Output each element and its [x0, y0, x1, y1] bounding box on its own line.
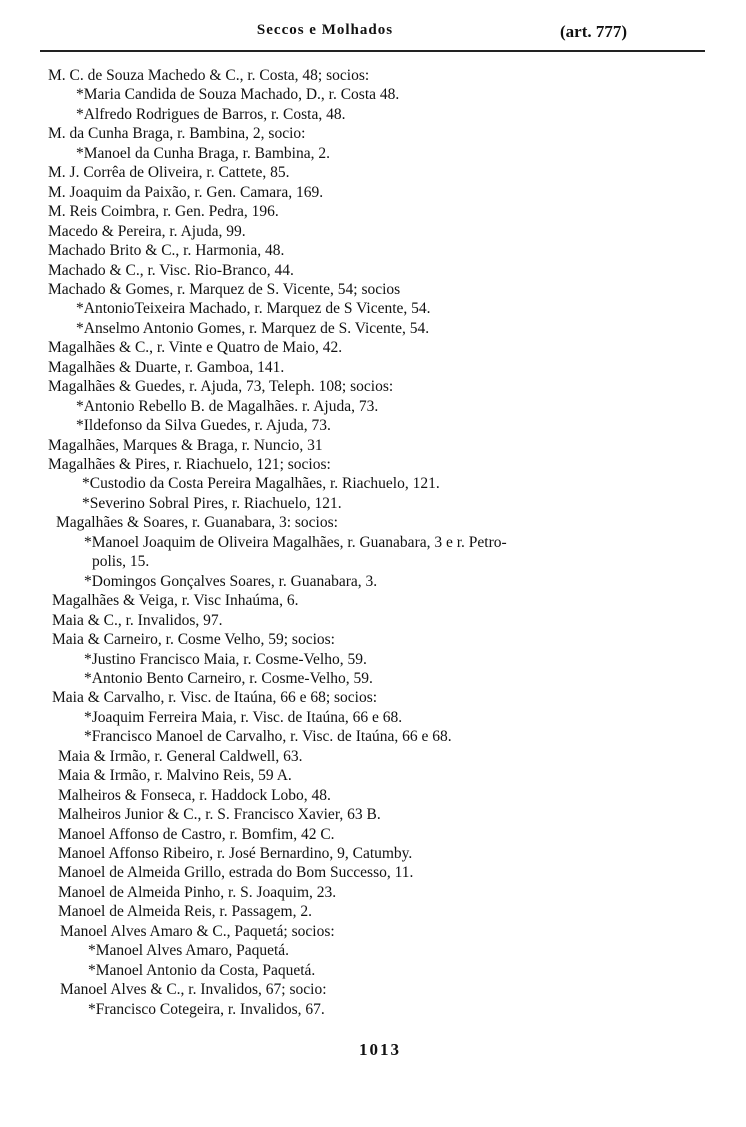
firm-entry: Magalhães & Veiga, r. Visc Inhaúma, 6.	[52, 592, 299, 609]
firm-entry: Maia & Irmão, r. General Caldwell, 63.	[58, 748, 303, 765]
firm-entry: Magalhães & C., r. Vinte e Quatro de Maio, 42.	[48, 339, 343, 356]
partner-entry: *AntonioTeixeira Machado, r. Marquez de S Vicente, 54.	[76, 300, 431, 317]
firm-entry: Manoel de Almeida Pinho, r. S. Joaquim, 23.	[58, 884, 337, 901]
firm-entry: Magalhães & Duarte, r. Gamboa, 141.	[48, 359, 285, 376]
firm-entry: Malheiros & Fonseca, r. Haddock Lobo, 48.	[58, 787, 331, 804]
firm-entry: Machado Brito & C., r. Harmonia, 48.	[48, 242, 285, 259]
partner-entry: *Anselmo Antonio Gomes, r. Marquez de S. Vicente, 54.	[76, 320, 430, 337]
partner-entry: *Alfredo Rodrigues de Barros, r. Costa, 48.	[76, 106, 346, 123]
firm-entry: M. J. Corrêa de Oliveira, r. Cattete, 85.	[48, 164, 290, 181]
partner-entry: *Domingos Gonçalves Soares, r. Guanabara, 3.	[84, 573, 378, 590]
partner-entry: *Francisco Cotegeira, r. Invalidos, 67.	[88, 1001, 325, 1018]
article-reference: (art. 777)	[560, 22, 628, 41]
firm-entry: Machado & C., r. Visc. Rio-Branco, 44.	[48, 262, 294, 279]
firm-entry: Magalhães, Marques & Braga, r. Nuncio, 31	[48, 437, 323, 454]
page-header	[0, 20, 746, 46]
partner-entry: *Severino Sobral Pires, r. Riachuelo, 121.	[82, 495, 342, 512]
firm-entry: Maia & Irmão, r. Malvino Reis, 59 A.	[58, 767, 292, 784]
firm-entry: Magalhães & Soares, r. Guanabara, 3: socios:	[56, 514, 338, 531]
firm-entry: Manoel Affonso de Castro, r. Bomfim, 42 C.	[58, 826, 335, 843]
partner-entry: *Manoel da Cunha Braga, r. Bambina, 2.	[76, 145, 330, 162]
partner-entry: *Manoel Antonio da Costa, Paquetá.	[88, 962, 316, 979]
firm-entry: Manoel Alves Amaro & C., Paquetá; socios:	[60, 923, 335, 940]
partner-entry: *Maria Candida de Souza Machado, D., r. Costa 48.	[76, 86, 400, 103]
firm-entry: Malheiros Junior & C., r. S. Francisco Xavier, 63 B.	[58, 806, 381, 823]
partner-entry: *Francisco Manoel de Carvalho, r. Visc. de Itaúna, 66 e 68.	[84, 728, 452, 745]
firm-entry: Manoel de Almeida Grillo, estrada do Bom Successo, 11.	[58, 864, 414, 881]
firm-entry: Manoel Affonso Ribeiro, r. José Bernardino, 9, Catumby.	[58, 845, 413, 862]
header-rule	[40, 50, 705, 52]
partner-entry: *Manoel Joaquim de Oliveira Magalhães, r. Guanabara, 3 e r. Petro-	[84, 534, 507, 551]
page-number: 1013	[359, 1040, 401, 1059]
firm-entry: Maia & C., r. Invalidos, 97.	[52, 612, 223, 629]
firm-entry: Maia & Carvalho, r. Visc. de Itaúna, 66 e 68; socios:	[52, 689, 378, 706]
firm-entry: M. da Cunha Braga, r. Bambina, 2, socio:	[48, 125, 306, 142]
partner-entry: *Manoel Alves Amaro, Paquetá.	[88, 942, 290, 959]
firm-entry: M. Joaquim da Paixão, r. Gen. Camara, 169.	[48, 184, 324, 201]
firm-entry: Manoel Alves & C., r. Invalidos, 67; socio:	[60, 981, 327, 998]
firm-entry: Macedo & Pereira, r. Ajuda, 99.	[48, 223, 246, 240]
firm-entry: Manoel de Almeida Reis, r. Passagem, 2.	[58, 903, 312, 920]
firm-entry: Magalhães & Guedes, r. Ajuda, 73, Teleph. 108; socios:	[48, 378, 394, 395]
firm-entry: Machado & Gomes, r. Marquez de S. Vicente, 54; socios	[48, 281, 401, 298]
partner-entry: *Joaquim Ferreira Maia, r. Visc. de Itaúna, 66 e 68.	[84, 709, 403, 726]
partner-entry: *Justino Francisco Maia, r. Cosme-Velho, 59.	[84, 651, 367, 668]
partner-entry: *Antonio Bento Carneiro, r. Cosme-Velho, 59.	[84, 670, 373, 687]
firm-entry: Maia & Carneiro, r. Cosme Velho, 59; socios:	[52, 631, 335, 648]
partner-entry: *Ildefonso da Silva Guedes, r. Ajuda, 73.	[76, 417, 331, 434]
firm-entry: Magalhães & Pires, r. Riachuelo, 121; socios:	[48, 456, 331, 473]
running-title: Seccos e Molhados	[256, 22, 394, 38]
firm-entry: M. Reis Coimbra, r. Gen. Pedra, 196.	[48, 203, 279, 220]
firm-entry: polis, 15.	[92, 553, 150, 570]
partner-entry: *Antonio Rebello B. de Magalhães. r. Ajuda, 73.	[76, 398, 379, 415]
firm-entry: M. C. de Souza Machedo & C., r. Costa, 48; socios:	[48, 67, 370, 84]
partner-entry: *Custodio da Costa Pereira Magalhães, r. Riachuelo, 121.	[82, 475, 440, 492]
